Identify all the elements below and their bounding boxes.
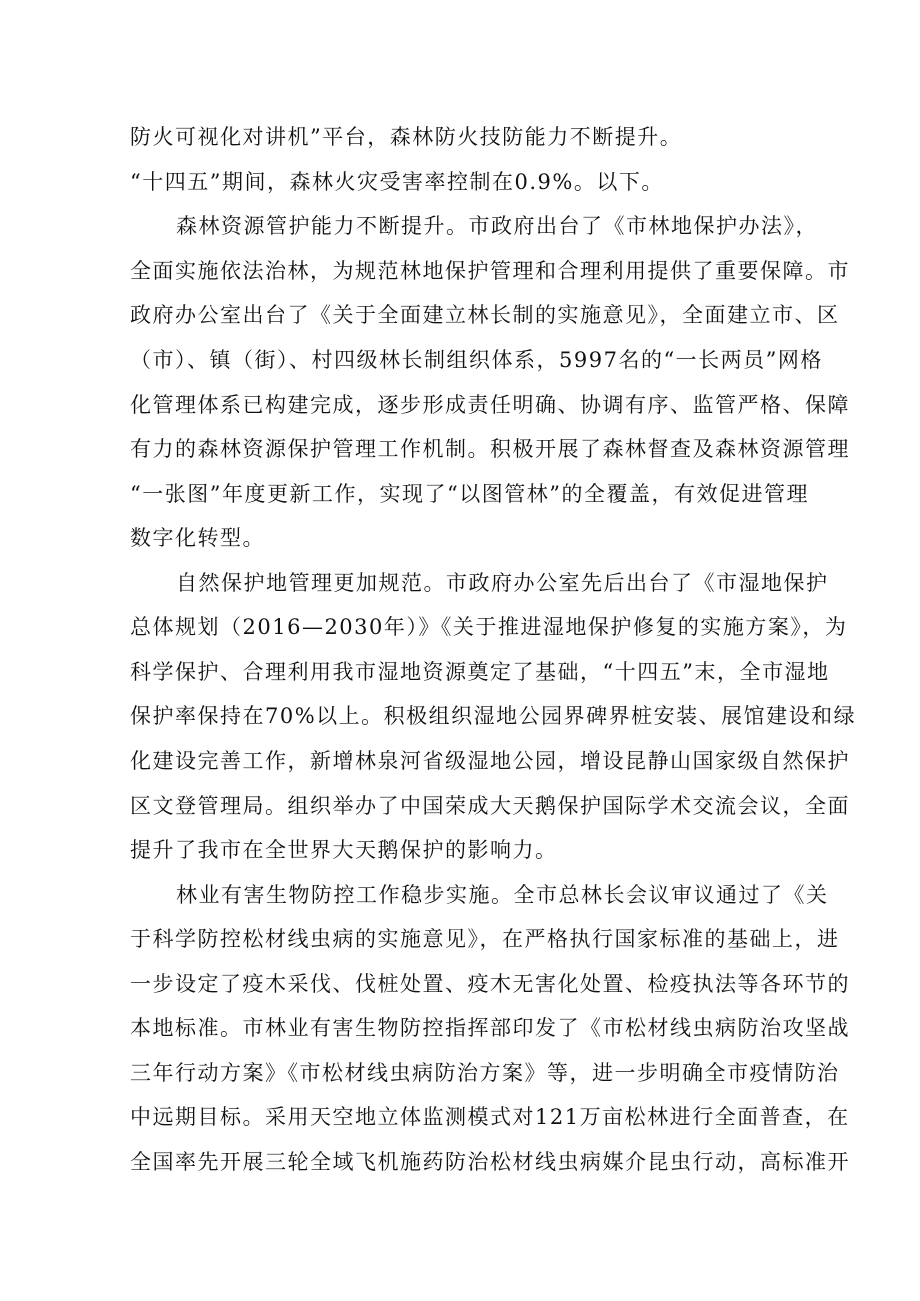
text-line: 提升了我市在全世界大天鹅保护的影响力。 [130, 838, 558, 862]
text-line: 科学保护、合理利用我市湿地资源奠定了基础，“十四五”末，全市湿地 [130, 660, 830, 684]
paragraph-start-line: 林业有害生物防控工作稳步实施。全市总林长会议审议通过了《关 [176, 883, 829, 907]
text-line: 一步设定了疫木采伐、伐桩处置、疫木无害化处置、检疫执法等各环节的 [130, 972, 850, 996]
text-line: 全国率先开展三轮全域飞机施药防治松材线虫病媒介昆虫行动，高标准开 [130, 1150, 850, 1174]
text-line: 数字化转型。 [130, 526, 265, 550]
text-line: 三年行动方案》《市松材线虫病防治方案》等，进一步明确全市疫情防治 [130, 1061, 840, 1085]
text-line: 全面实施依法治林，为规范林地保护管理和合理利用提供了重要保障。市 [130, 259, 850, 283]
text-line: 化管理体系已构建完成，逐步形成责任明确、协调有序、监管严格、保障 [130, 393, 850, 417]
paragraph-start-line: 自然保护地管理更加规范。市政府办公室先后出台了《市湿地保护 [176, 571, 829, 595]
text-line: 中远期目标。采用天空地立体监测模式对121万亩松林进行全面普查，在 [130, 1105, 850, 1129]
text-line: 于科学防控松材线虫病的实施意见》，在严格执行国家标准的基础上，进 [130, 927, 840, 951]
text-line: 总体规划（2016—2030年）》《关于推进湿地保护修复的实施方案》，为 [130, 615, 848, 639]
text-line: 本地标准。市林业有害生物防控指挥部印发了《市松材线虫病防治攻坚战 [130, 1016, 850, 1040]
text-line: （市）、镇（街）、村四级林长制组织体系，5997名的“一长两员”网格 [130, 348, 823, 372]
text-line: 防火可视化对讲机”平台，森林防火技防能力不断提升。 [130, 125, 683, 149]
text-line: “十四五”期间，森林火灾受害率控制在0.9%。以下。 [130, 170, 664, 194]
paragraph-start-line: 森林资源管护能力不断提升。市政府出台了《市林地保护办法》， [176, 214, 818, 238]
text-line: “一张图”年度更新工作，实现了“以图管林”的全覆盖，有效促进管理 [130, 482, 809, 506]
text-line: 化建设完善工作，新增林泉河省级湿地公园，增设昆静山国家级自然保护 [130, 749, 850, 773]
text-line: 政府办公室出台了《关于全面建立林长制的实施意见》，全面建立市、区 [130, 303, 840, 327]
text-line: 区文登管理局。组织举办了中国荣成大天鹅保护国际学术交流会议，全面 [130, 794, 850, 818]
text-line: 保护率保持在70%以上。积极组织湿地公园界碑界桩安装、展馆建设和绿 [130, 704, 857, 728]
text-line: 有力的森林资源保护管理工作机制。积极开展了森林督查及森林资源管理 [130, 437, 850, 461]
